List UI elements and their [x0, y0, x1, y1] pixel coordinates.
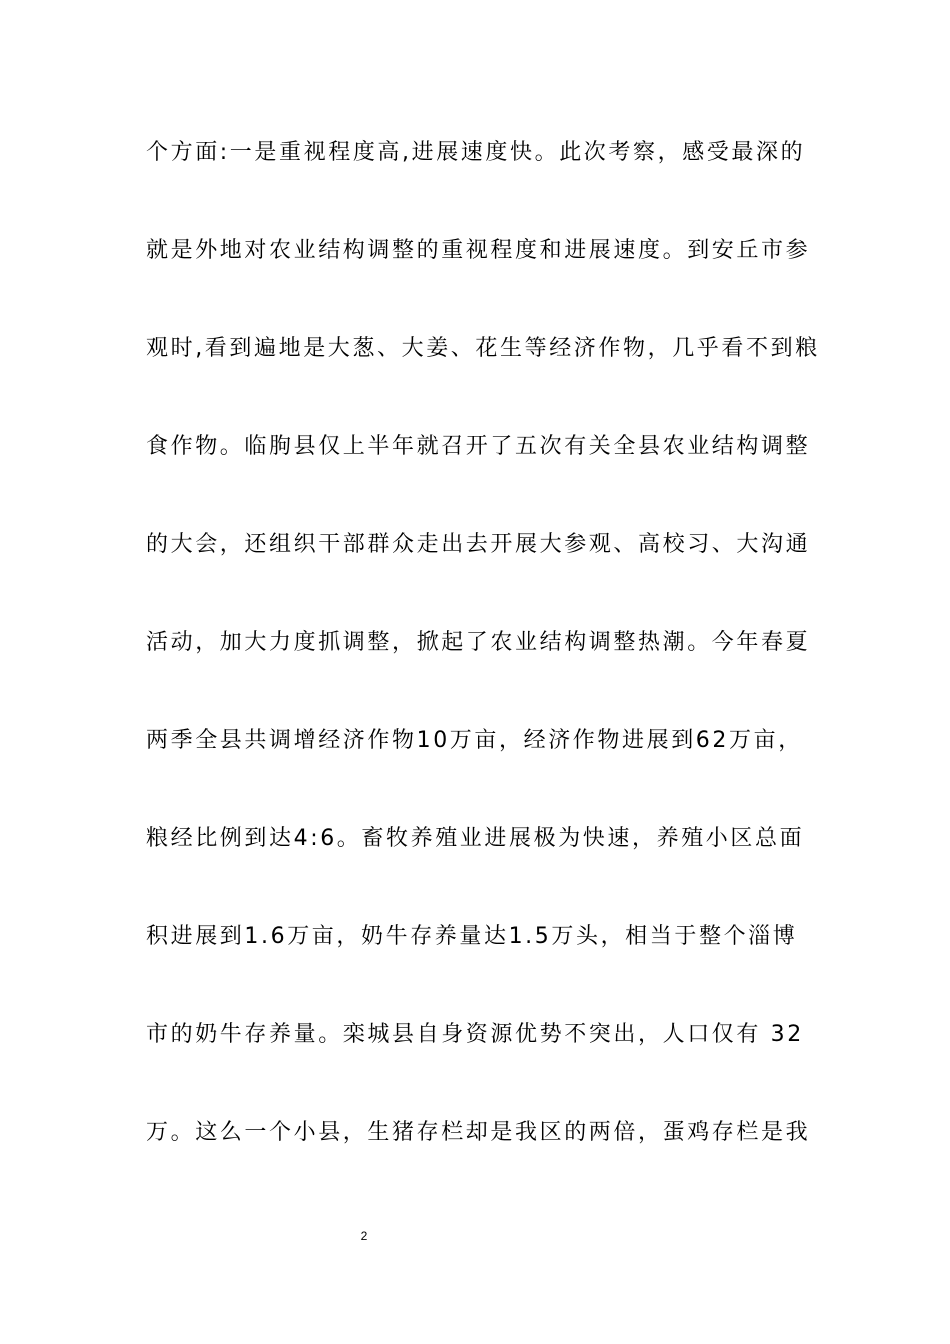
text-line: 个方面:一是重视程度高,进展速度快。此次考察，感受最深的 [146, 140, 806, 165]
text-line: 的大会，还组织干部群众走出去开展大参观、高校习、大沟通 [146, 532, 811, 557]
text-line: 两季全县共调增经济作物10万亩，经济作物进展到62万亩， [146, 728, 803, 753]
text-line: 活动，加大力度抓调整，掀起了农业结构调整热潮。今年春夏 [146, 630, 811, 655]
body-text [146, 133, 820, 1211]
text-line: 就是外地对农业结构调整的重视程度和进展速度。到安丘市参 [146, 238, 811, 263]
text-line: 积进展到1.6万亩，奶牛存养量达1.5万头，相当于整个淄博 [146, 924, 798, 949]
text-line: 粮经比例到达4:6。畜牧养殖业进展极为快速，养殖小区总面 [146, 826, 805, 851]
text-line: 市的奶牛存养量。栾城县自身资源优势不突出，人口仅有 32 [146, 1022, 804, 1047]
text-line: 观时,看到遍地是大葱、大姜、花生等经济作物，几乎看不到粮 [146, 336, 820, 361]
page-number: 2 [360, 1229, 368, 1243]
text-line: 食作物。临朐县仅上半年就召开了五次有关全县农业结构调整 [146, 434, 811, 459]
text-line: 万。这么一个小县，生猪存栏却是我区的两倍，蛋鸡存栏是我 [146, 1120, 811, 1145]
